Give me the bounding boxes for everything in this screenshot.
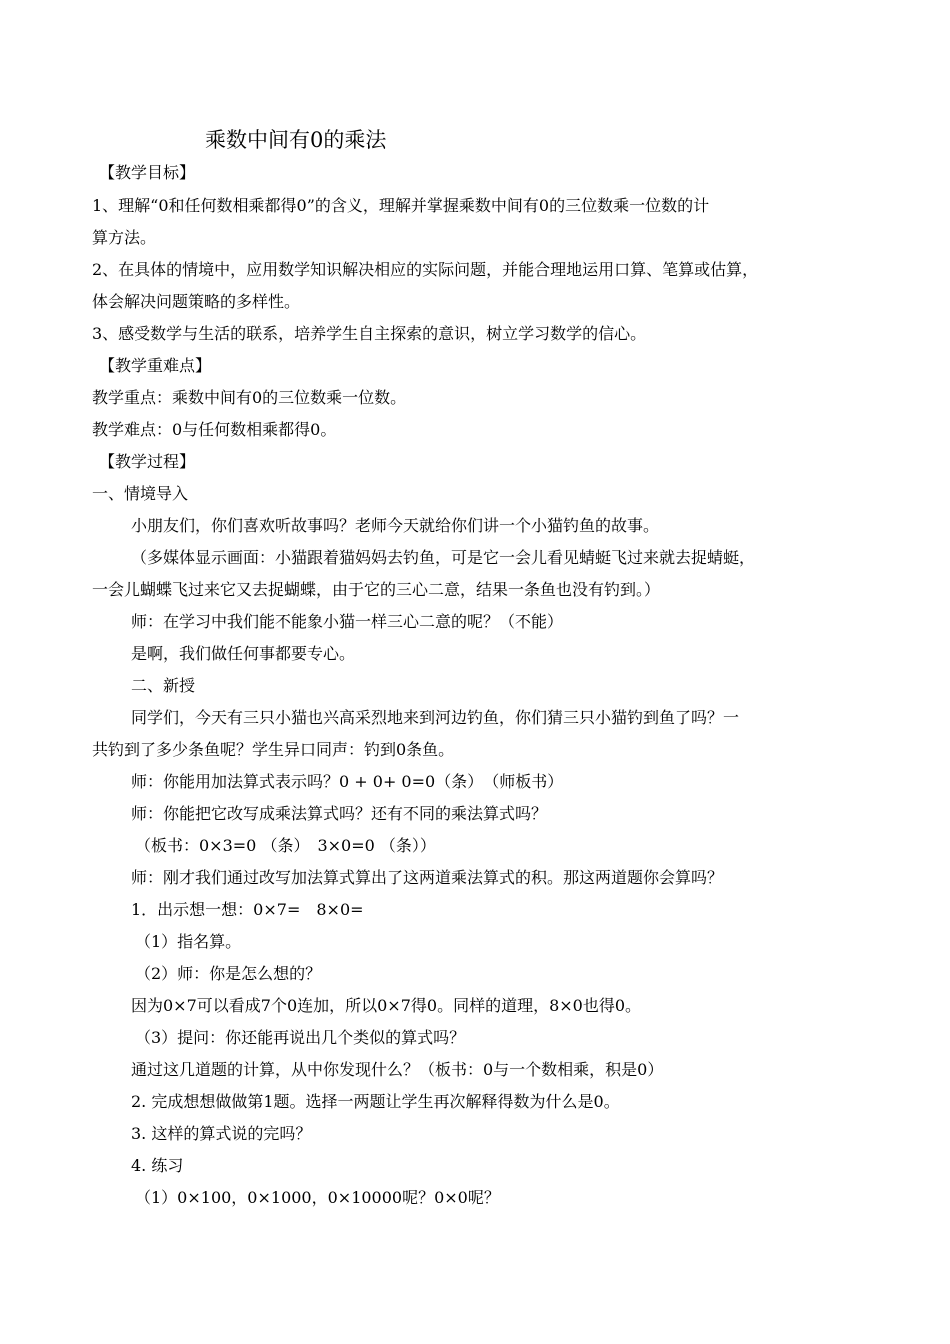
paragraph-line: 3. 这样的算式说的完吗？ — [131, 1124, 312, 1143]
section-heading-goals: 【教学目标】 — [99, 163, 196, 182]
paragraph-line: 因为0×7可以看成7个0连加，所以0×7得0。同样的道理，8×0也得0。 — [131, 996, 642, 1015]
paragraph-line: （1）0×100，0×1000，0×10000呢？0×0呢？ — [135, 1188, 500, 1207]
paragraph-line: 2. 完成想想做做第1题。选择一两题让学生再次解释得数为什么是0。 — [131, 1092, 620, 1111]
section-heading-key-points: 【教学重难点】 — [99, 356, 212, 375]
paragraph-line: （2）师：你是怎么想的？ — [135, 964, 322, 983]
paragraph-line: 教学重点：乘数中间有0的三位数乘一位数。 — [92, 388, 407, 407]
paragraph-line: 师：刚才我们通过改写加法算式算出了这两道乘法算式的积。那这两道题你会算吗？ — [131, 868, 724, 887]
subsection-heading: 一、情境导入 — [92, 484, 189, 503]
paragraph-line: （3）提问：你还能再说出几个类似的算式吗？ — [135, 1028, 466, 1047]
paragraph-line: 1．出示想一想：0×7= 8×0= — [131, 900, 364, 919]
paragraph-line: 2、在具体的情境中，应用数学知识解决相应的实际问题，并能合理地运用口算、笔算或估算， — [92, 260, 759, 279]
paragraph-line: 师：在学习中我们能不能象小猫一样三心二意的呢？（不能） — [131, 612, 564, 631]
paragraph-line: 师：你能用加法算式表示吗？0 + 0+ 0=0（条） （师板书） — [131, 772, 564, 791]
paragraph-line: 4. 练习 — [131, 1156, 184, 1175]
paragraph-line: 教学难点：0与任何数相乘都得0。 — [92, 420, 337, 439]
paragraph-line: 通过这几道题的计算，从中你发现什么？（板书：0与一个数相乘，积是0） — [131, 1060, 664, 1079]
paragraph-line: 一会儿蝴蝶飞过来它又去捉蝴蝶，由于它的三心二意，结果一条鱼也没有钓到。） — [92, 580, 661, 599]
paragraph-line: （多媒体显示画面：小猫跟着猫妈妈去钓鱼，可是它一会儿看见蜻蜓飞过来就去捉蜻蜓， — [131, 548, 756, 567]
paragraph-line: （板书：0×3=0 （条） 3×0=0 （条）） — [135, 836, 436, 855]
paragraph-line: 3、感受数学与生活的联系，培养学生自主探索的意识，树立学习数学的信心。 — [92, 324, 647, 343]
paragraph-line: 共钓到了多少条鱼呢？学生异口同声：钓到0条鱼。 — [92, 740, 455, 759]
document-title: 乘数中间有0的乘法 — [205, 128, 387, 152]
paragraph-line: （1）指名算。 — [135, 932, 242, 951]
paragraph-line: 师：你能把它改写成乘法算式吗？还有不同的乘法算式吗？ — [131, 804, 548, 823]
paragraph-line: 同学们，今天有三只小猫也兴高采烈地来到河边钓鱼，你们猜三只小猫钓到鱼了吗？一 — [131, 708, 740, 727]
paragraph-line: 体会解决问题策略的多样性。 — [92, 292, 301, 311]
paragraph-line: 是啊，我们做任何事都要专心。 — [131, 644, 356, 663]
subsection-heading: 二、新授 — [131, 676, 196, 695]
paragraph-line: 算方法。 — [92, 228, 157, 247]
paragraph-line: 小朋友们，你们喜欢听故事吗？老师今天就给你们讲一个小猫钓鱼的故事。 — [131, 516, 660, 535]
paragraph-line: 1、理解“0和任何数相乘都得0”的含义，理解并掌握乘数中间有0的三位数乘一位数的计 — [92, 196, 710, 215]
section-heading-process: 【教学过程】 — [99, 452, 196, 471]
